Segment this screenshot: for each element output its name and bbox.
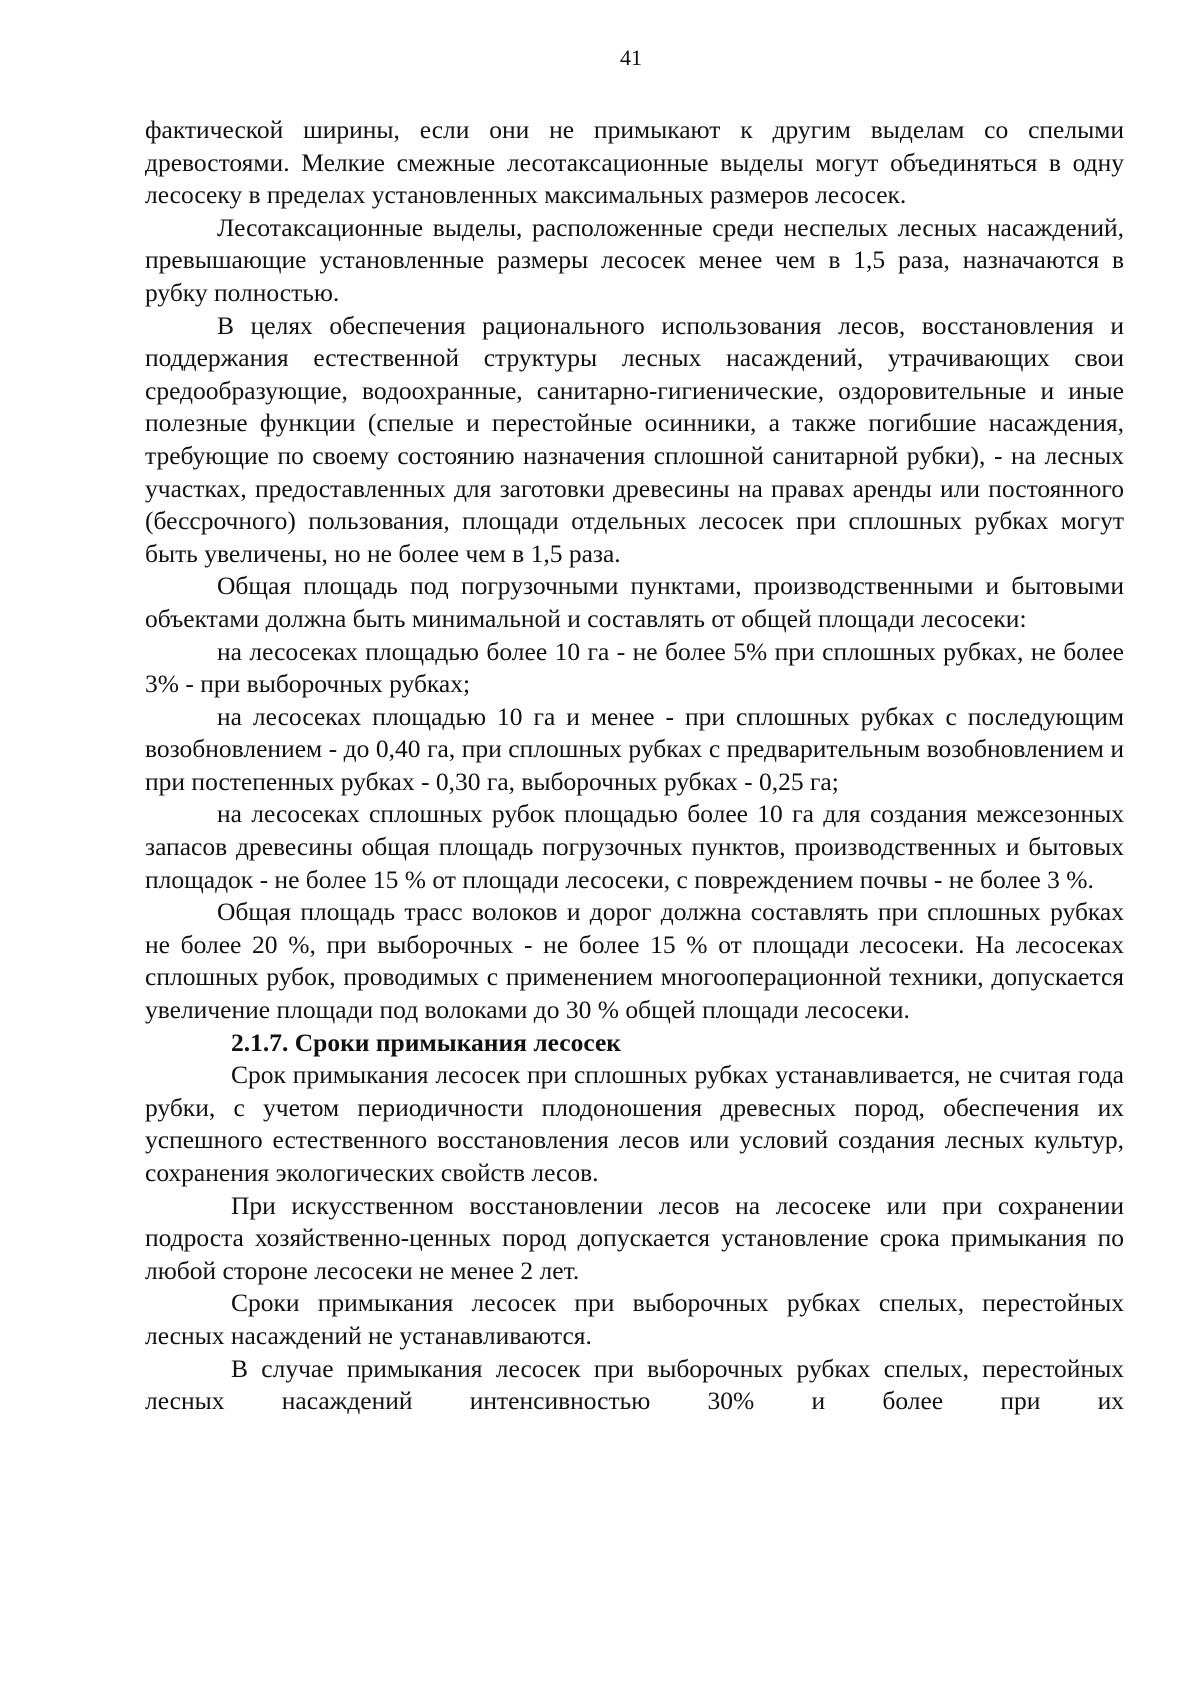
paragraph: При искусственном восстановлении лесов на лесосеке или при сохранении подроста хозяйственно-ценных пород допускается установление срока примыкания по любой стороне лесосеки не менее 2 лет.	[145, 1190, 1124, 1285]
paragraph: Срок примыкания лесосек при сплошных рубках устанавливается, не считая года рубки, с учетом периодичности плодоношения древесных пород, обеспечения их успешного естественного восстановления лесов или условий создания лесных культур, сохранения экологических свойств лесов.	[145, 1060, 1124, 1187]
page-number: 41	[620, 45, 642, 70]
paragraph: Сроки примыкания лесосек при выборочных рубках спелых, перестойных лесных насаждений не устанавливаются.	[145, 1288, 1124, 1350]
section-heading: 2.1.7. Сроки примыкания лесосек	[231, 1027, 621, 1057]
list-paragraph: на лесосеках площадью 10 га и менее - при сплошных рубках с последующим возобновлением - до 0,40 га, при сплошных рубках с предварительным возобновлением и при постепенных рубках - 0,30 га, выборочных рубках - 0,25 га;	[145, 701, 1124, 796]
paragraph: Общая площадь трасс волоков и дорог должна составлять при сплошных рубках не более 20 %, при выборочных - не более 15 % от площади лесосеки. На лесосеках сплошных рубок, проводимых с применением многооперационной техники, допускается увеличение площади под волоками до 30 % общей площади лесосеки.	[145, 897, 1124, 1025]
body-text	[145, 114, 1124, 1418]
paragraph: Лесотаксационные выделы, расположенные среди неспелых лесных насаждений, превышающие установленные размеры лесосек менее чем в 1,5 раза, назначаются в рубку полностью.	[145, 212, 1124, 307]
list-paragraph: на лесосеках площадью более 10 га - не более 5% при сплошных рубках, не более 3% - при выборочных рубках;	[145, 636, 1124, 699]
list-paragraph: на лесосеках сплошных рубок площадью более 10 га для создания межсезонных запасов древесины общая площадь погрузочных пунктов, производственных и бытовых площадок - не более 15 % от площади лесосеки, с повреждением почвы - не более 3 %.	[145, 799, 1124, 894]
paragraph: В случае примыкания лесосек при выборочных рубках спелых, перестойных лесных насаждений интенсивностью 30% и более при их	[145, 1353, 1124, 1416]
paragraph: Общая площадь под погрузочными пунктами, производственными и бытовыми объектами должна быть минимальной и составлять от общей площади лесосеки:	[145, 571, 1124, 633]
paragraph: фактической ширины, если они не примыкают к другим выделам со спелыми древостоями. Мелкие смежные лесотаксационные выделы могут объединяться в одну лесосеку в пределах установленных максимальных размеров лесосек.	[145, 115, 1124, 210]
paragraph: В целях обеспечения рационального использования лесов, восстановления и поддержания естественной структуры лесных насаждений, утрачивающих свои средообразующие, водоохранные, санитарно-гигиенические, оздоровительные и иные полезные функции (спелые и перестойные осинники, а также погибшие насаждения, требующие по своему состоянию назначения сплошной санитарной рубки), - на лесных участках, предоставленных для заготовки древесины на правах аренды или постоянного (бессрочного) пользования, площади отдельных лесосек при сплошных рубках могут быть увеличены, но не более чем в 1,5 раза.	[145, 310, 1124, 568]
